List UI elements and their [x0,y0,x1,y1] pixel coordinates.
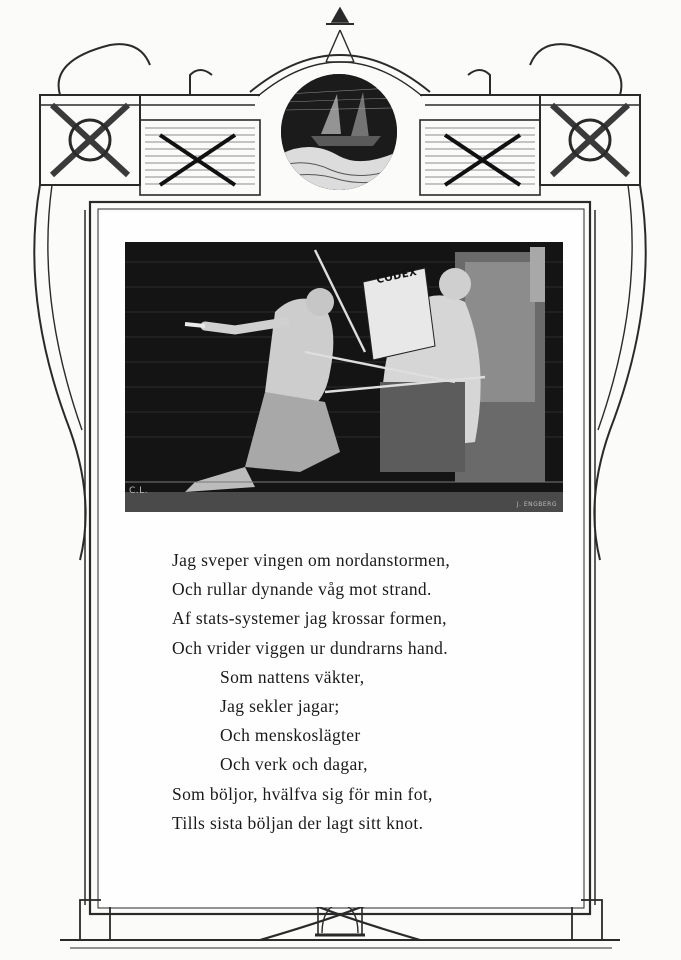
poem-line: Och rullar dynande våg mot strand. [172,579,432,600]
engraving-illustration [125,242,563,512]
poem-line: Jag sekler jagar; [220,696,340,717]
engraving-scene [125,242,563,512]
poem-stanza [172,546,552,838]
poem-line: Tills sista böljan der lagt sitt knot. [172,812,424,833]
poem-line: Och menskoslägter [220,725,361,746]
artist-signature: C.L. [129,486,149,496]
engraver-signature: J. ENGBERG [516,501,557,508]
poem-line: Jag sveper vingen om nordanstormen, [172,550,451,570]
shipwreck-engraving [281,74,397,190]
poem-line: Som böljor, hvälfva sig för min fot, [172,783,433,804]
poem-line: Och vrider viggen ur dundrarns hand. [172,637,448,658]
poem-line: Och verk och dagar, [220,754,368,775]
poem-line: Af stats-systemer jag krossar formen, [172,608,447,629]
codex-book-title: CODEX [375,266,419,287]
shipwreck-medallion [281,74,397,190]
poem-line: Som nattens väkter, [220,666,365,687]
